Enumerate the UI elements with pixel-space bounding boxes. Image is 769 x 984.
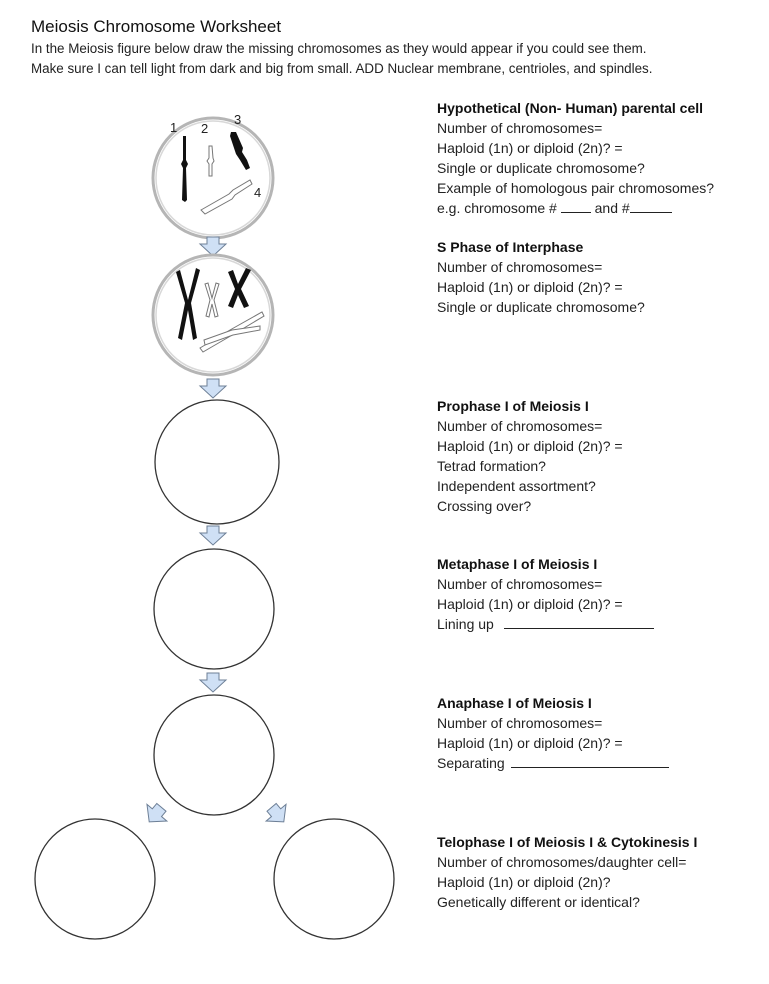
- metaphase-cell: [154, 549, 274, 669]
- example-mid: and #: [594, 200, 630, 216]
- down-right-arrow-icon: [262, 799, 294, 830]
- section-heading: Prophase I of Meiosis I: [437, 398, 589, 414]
- section-heading: Anaphase I of Meiosis I: [437, 695, 592, 711]
- telophase-section: [437, 832, 697, 912]
- question-line: Single or duplicate chromosome?: [437, 299, 645, 315]
- worksheet-title: Meiosis Chromosome Worksheet: [31, 17, 282, 36]
- question-line: Number of chromosomes=: [437, 120, 603, 136]
- blank-label: Separating: [437, 755, 505, 771]
- down-left-arrow-icon: [139, 799, 171, 830]
- answer-blank[interactable]: [630, 198, 672, 213]
- question-line: Number of chromosomes=: [437, 418, 603, 434]
- daughter-cell-left: [35, 819, 155, 939]
- chromosome-label-4: 4: [254, 185, 262, 200]
- answer-blank[interactable]: [561, 198, 591, 213]
- chromosome-label-1: 1: [170, 120, 178, 135]
- instruction-line-2: Make sure I can tell light from dark and big from small. ADD Nuclear membrane, centrioles, and spindles.: [31, 61, 653, 76]
- parental-cell: [153, 112, 273, 238]
- question-line: Crossing over?: [437, 498, 532, 514]
- section-heading: Hypothetical (Non- Human) parental cell: [437, 100, 704, 116]
- question-line: Single or duplicate chromosome?: [437, 160, 645, 176]
- instruction-line-1: In the Meiosis figure below draw the missing chromosomes as they would appear if you could see them.: [31, 41, 647, 56]
- parental-cell-section: [437, 98, 714, 218]
- question-line: Example of homologous pair chromosomes?: [437, 180, 715, 196]
- blank-line: [437, 753, 669, 773]
- s-phase-cell: [153, 255, 273, 375]
- question-line: Haploid (1n) or diploid (2n)? =: [437, 735, 623, 751]
- down-arrow-icon: [200, 526, 226, 545]
- question-line: Haploid (1n) or diploid (2n)?: [437, 874, 611, 890]
- down-arrow-icon: [200, 673, 226, 692]
- section-heading: S Phase of Interphase: [437, 239, 584, 255]
- blank-label: Lining up: [437, 616, 494, 632]
- question-line: Haploid (1n) or diploid (2n)? =: [437, 140, 623, 156]
- section-heading: Metaphase I of Meiosis I: [437, 556, 598, 572]
- answer-blank[interactable]: [511, 753, 669, 768]
- down-arrow-icon: [200, 237, 226, 256]
- question-line: Tetrad formation?: [437, 458, 546, 474]
- metaphase-section: [437, 554, 654, 634]
- question-line: Number of chromosomes=: [437, 259, 603, 275]
- answer-blank[interactable]: [504, 614, 654, 629]
- prophase-cell: [155, 400, 279, 524]
- daughter-cell-right: [274, 819, 394, 939]
- question-line: Genetically different or identical?: [437, 894, 640, 910]
- question-line: Haploid (1n) or diploid (2n)? =: [437, 279, 623, 295]
- question-line: Haploid (1n) or diploid (2n)? =: [437, 438, 623, 454]
- s-phase-section: [437, 237, 645, 317]
- question-line: Independent assortment?: [437, 478, 596, 494]
- anaphase-cell: [154, 695, 274, 815]
- question-line: Number of chromosomes/daughter cell=: [437, 854, 687, 870]
- prophase-section: [437, 396, 623, 516]
- chromosome-label-2: 2: [201, 121, 209, 136]
- question-line: Number of chromosomes=: [437, 715, 603, 731]
- chromosome-label-3: 3: [234, 112, 242, 127]
- question-line: Number of chromosomes=: [437, 576, 603, 592]
- blank-line: [437, 614, 654, 634]
- anaphase-section: [437, 693, 669, 773]
- example-prefix: e.g. chromosome #: [437, 200, 557, 216]
- section-heading: Telophase I of Meiosis I & Cytokinesis I: [437, 834, 698, 850]
- example-line: [437, 198, 714, 218]
- down-arrow-icon: [200, 379, 226, 398]
- question-line: Haploid (1n) or diploid (2n)? =: [437, 596, 623, 612]
